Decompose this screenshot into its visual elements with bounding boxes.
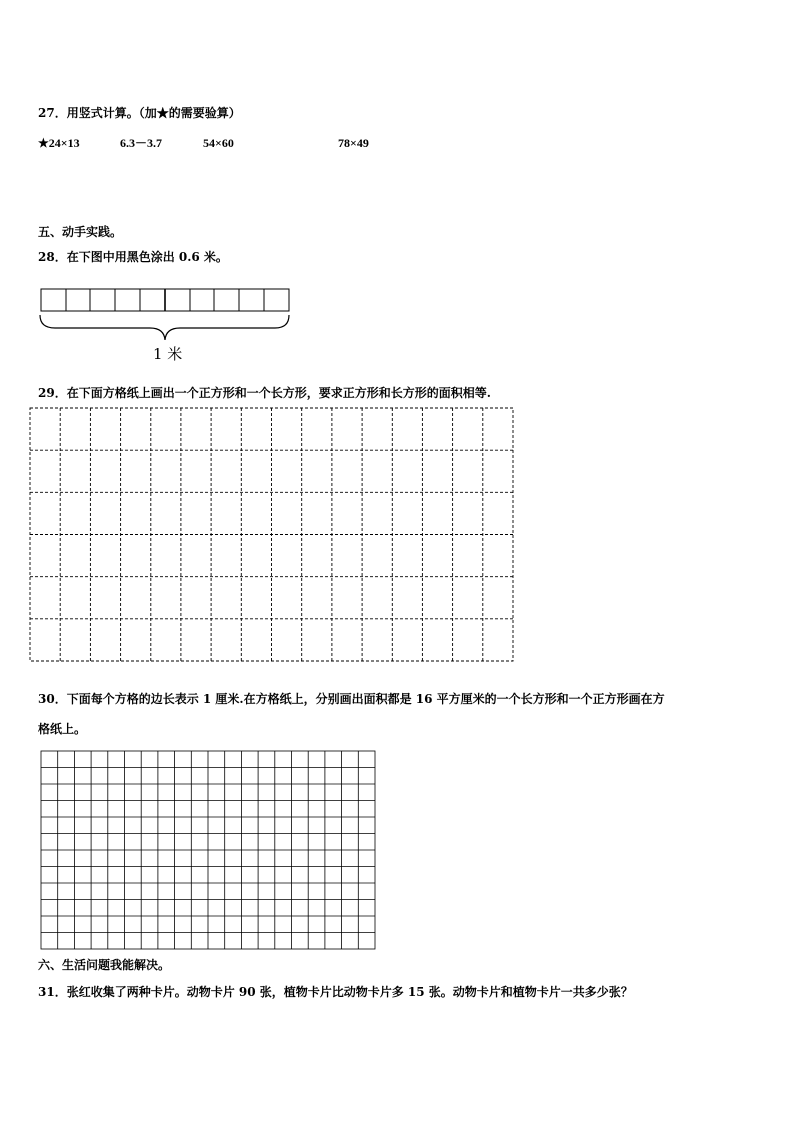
q29-prompt: 29．在下面方格纸上画出一个正方形和一个长方形，要求正方形和长方形的面积相等. [38,386,491,400]
section5-title: 五、动手实践。 [38,225,123,239]
q27-item-4: 78×49 [338,136,369,150]
q27-item-1: ★24×13 [38,136,80,150]
meter-bar[interactable] [41,289,289,311]
dashed-grid[interactable] [30,408,513,661]
q31-prompt: 31．张红收集了两种卡片。动物卡片 90 张，植物卡片比动物卡片多 15 张。动物卡片和植物卡片一共多少张？ [38,985,633,999]
ruler-label: 1 米 [153,345,183,363]
q30-prompt-line2: 格纸上。 [38,722,87,736]
q27-item-2: 6.3－3.7 [120,136,163,150]
q27-item-3: 54×60 [203,136,234,150]
q27-prompt: 27．用竖式计算。（加★的需要验算） [38,106,241,120]
q28-prompt: 28．在下图中用黑色涂出 0.6 米。 [38,250,228,264]
brace-icon [40,315,289,340]
section6-title: 六、生活问题我能解决。 [38,958,171,972]
q30-prompt-line1: 30．下面每个方格的边长表示 1 厘米.在方格纸上，分别画出面积都是 16 平方厘米的一个长方形和一个正方形画在方 [38,692,665,706]
centimeter-grid[interactable] [41,751,375,949]
